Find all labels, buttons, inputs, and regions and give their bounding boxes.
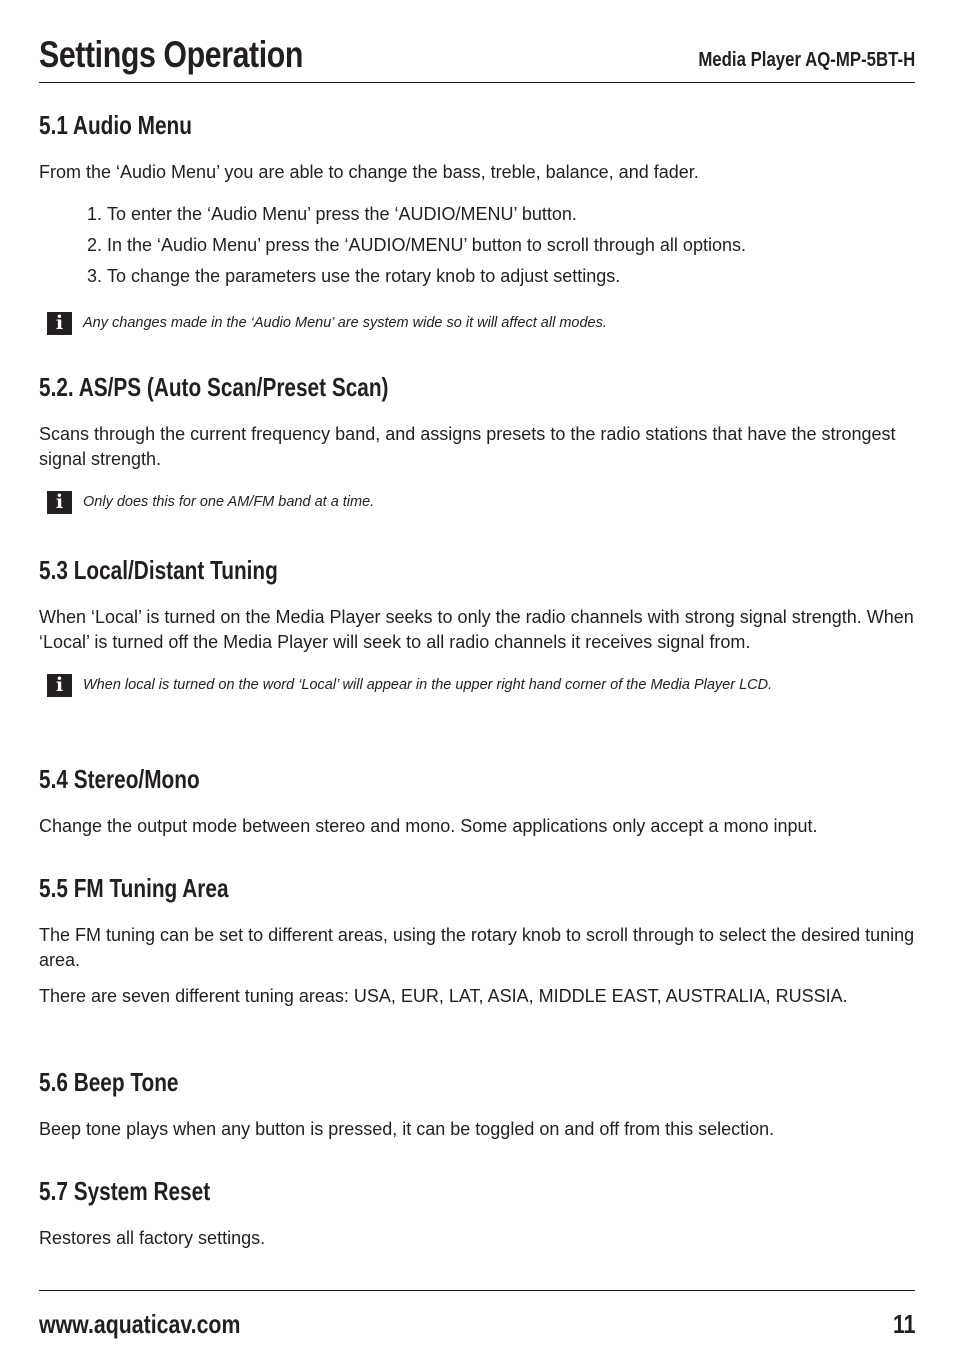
section-heading: 5.6 Beep Tone (39, 1067, 179, 1097)
section-paragraph: Restores all factory settings. (39, 1228, 266, 1248)
section-paragraph: The FM tuning can be set to different areas, using the rotary knob to scroll through to select the desired tuning area. (39, 925, 915, 970)
section-beep-tone (39, 1067, 915, 1142)
section-paragraph: There are seven different tuning areas: USA, EUR, LAT, ASIA, MIDDLE EAST, AUSTRALIA, RUSSIA. (39, 986, 848, 1006)
section-heading: 5.1 Audio Menu (39, 110, 192, 140)
section-local-distant (39, 555, 915, 700)
section-paragraph: Beep tone plays when any button is pressed, it can be toggled on and off from this selection. (39, 1119, 775, 1139)
page-title: Settings Operation (39, 34, 304, 75)
section-stereo-mono (39, 764, 915, 839)
section-audio-menu (39, 110, 915, 338)
section-system-reset (39, 1176, 915, 1251)
product-name: Media Player AQ-MP-5BT-H (698, 49, 915, 71)
page-header (39, 34, 915, 83)
page-number: 11 (892, 1309, 915, 1339)
website-link[interactable]: www.aquaticav.com (39, 1309, 241, 1339)
step-item: 1. To enter the ‘Audio Menu’ press the ‘AUDIO/MENU’ button. (107, 199, 915, 230)
step-item: 2. In the ‘Audio Menu’ press the ‘AUDIO/MENU’ button to scroll through all options. (107, 230, 915, 261)
info-icon: i (47, 312, 72, 335)
info-note (39, 491, 915, 517)
info-icon: i (47, 491, 72, 514)
manual-page (39, 0, 915, 1354)
note-text: Any changes made in the ‘Audio Menu’ are system wide so it will affect all modes. (83, 314, 607, 331)
section-heading: 5.3 Local/Distant Tuning (39, 555, 278, 585)
info-note (39, 674, 915, 700)
info-icon: i (47, 674, 72, 697)
note-text: When local is turned on the word ‘Local’ will appear in the upper right hand corner of the Media Player LCD. (83, 677, 773, 693)
section-heading: 5.7 System Reset (39, 1176, 211, 1206)
section-paragraph: From the ‘Audio Menu’ you are able to change the bass, treble, balance, and fader. (39, 162, 699, 182)
section-as-ps (39, 372, 915, 517)
section-heading: 5.2. AS/PS (Auto Scan/Preset Scan) (39, 372, 389, 402)
note-text: Only does this for one AM/FM band at a time. (83, 494, 375, 510)
section-paragraph: When ‘Local’ is turned on the Media Player seeks to only the radio channels with strong signal strength. When ‘Local’ is turned off the Media Player will seek to all radio channels it receives signal from. (39, 607, 914, 652)
section-fm-tuning-area (39, 873, 915, 1009)
info-note (39, 312, 915, 338)
section-paragraph: Change the output mode between stereo and mono. Some applications only accept a mono input. (39, 816, 818, 836)
page-footer (39, 1290, 915, 1341)
section-heading: 5.5 FM Tuning Area (39, 873, 229, 903)
steps-list (39, 199, 915, 292)
section-paragraph: Scans through the current frequency band, and assigns presets to the radio stations that have the strongest signal strength. (39, 424, 896, 469)
section-heading: 5.4 Stereo/Mono (39, 764, 200, 794)
step-item: 3. To change the parameters use the rotary knob to adjust settings. (107, 261, 915, 292)
